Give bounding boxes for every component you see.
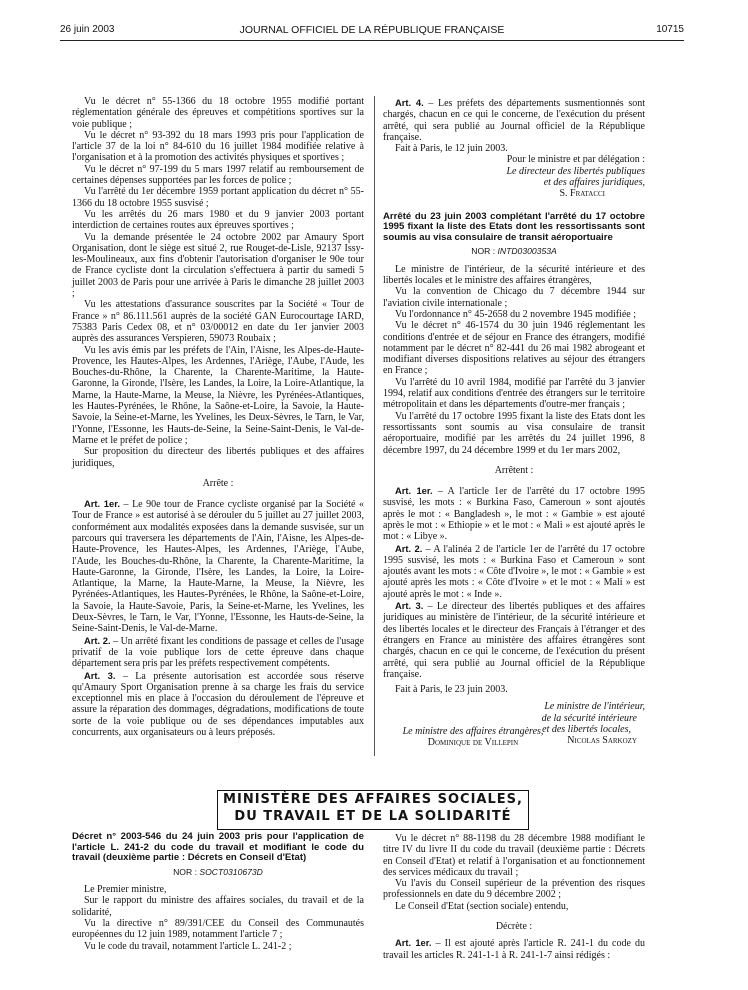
paragraph: Vu le décret n° 93-392 du 18 mars 1993 pris pour l'application de l'article 37 de la loi n° 84-610 du 16 juillet 1984 modifiée relative à l'organisation et à la promotion des activités physiques et sportives ; <box>72 129 364 164</box>
done-at: Fait à Paris, le 12 juin 2003. <box>395 143 508 155</box>
paragraph: Vu l'ordonnance n° 45-2658 du 2 novembre 1945 modifiée ; <box>395 308 636 320</box>
article-3: Art. 3. – La présente autorisation est accordée sous réserve qu'Amaury Sport Organisation prenne à sa charge les frais du service exceptionnel mis en place à l'occasion du déroulement de l'épreuve et assure la réparation des dommages, dégradations, modifications de toute sorte de la voie publique ou de ses dépendances imputables aux concurrents, aux organisateurs ou à leurs préposés. <box>72 669 364 739</box>
ministry-line: DU TRAVAIL ET DE LA SOLIDARITÉ <box>234 809 512 824</box>
article-label: Art. 1er. <box>395 937 432 949</box>
article-1: Art. 1er. – Il est ajouté après l'article R. 241-1 du code du travail les articles R. 241-1-1 à R. 241-1-7 ainsi rédigés : <box>383 937 646 961</box>
article-label: Art. 3. <box>84 669 116 681</box>
signature-line: de la sécurité intérieure <box>541 712 637 724</box>
column-divider <box>374 96 375 756</box>
article-label: Art. 1er. <box>84 498 120 510</box>
signature-line: Pour le ministre et par délégation : <box>506 154 645 166</box>
paragraph: Vu le décret n° 97-199 du 5 mars 1997 relatif au remboursement de certaines dépenses supportées par les forces de police ; <box>72 163 364 187</box>
paragraph: Sur le rapport du ministre des affaires sociales, du travail et de la solidarité, <box>72 895 364 918</box>
paragraph: Vu l'avis du Conseil supérieur de la prévention des risques professionnels en date du 9 décembre 2002 ; <box>383 878 645 901</box>
paragraph: Vu le code du travail, notamment l'article L. 241-2 ; <box>84 940 292 952</box>
paragraph: Vu la demande présentée le 24 octobre 2002 par Amaury Sport Organisation, dont le siège est situé 2, rue Rouget-de-Lisle, 92137 Issy-les-Moulineaux, aux fins d'obtenir l'autorisation d'organiser le 90e tour de France cycliste dont la circulation s'effectuera à partir du samedi 5 juillet 2003 de Paris pour une arrivée à Paris le dimanche 28 juillet 2003 ; <box>72 231 364 300</box>
signatory-name: Dominique de Villepin <box>427 737 519 749</box>
decree-title: Décret n° 2003-546 du 24 juin 2003 pris pour l'application de l'article L. 241-2 du code du travail et modifiant le code du travail (deuxième partie : Décrets en Conseil d'Etat) <box>72 831 364 864</box>
paragraph: Vu l'arrêté du 17 octobre 1995 fixant la liste des Etats dont les ressortissants sont soumis au visa consulaire de transit aéroportuaire, modifié par les arrêtés du 24 juillet 1996, 8 décembre 1997, du 24 décembre 1999 et du 1er mars 2002, <box>383 410 645 456</box>
foreign-minister-signature <box>383 726 563 749</box>
article-1: Art. 1er. – Le 90e tour de France cycliste organisé par la Société « Tour de France » est autorisé à se dérouler du 5 juillet au 27 juillet 2003, conformément aux modalités exposées dans la demande susvisée, sur un parcours qui traversera les départements de l'Ain, l'Aisne, les Alpes-de-Haute-Provence, les Hautes-Alpes, les Ardennes, l'Ariège, l'Aube, l'Aude, les Bouches-du-Rhône, la Charente, la Charente-Maritime, la Haute-Garonne, la Gironde, l'Isère, les Landes, la Loire, la Loire-Atlantique, la Marne, la Haute-Marne, la Meuse, la Nièvre, les Pyrénées-Atlantiques, les Hautes-Pyrénées, le Rhône, la Saône-et-Loire, la Savoie, la Haute-Savoie, Paris, la Seine-et-Marne, les Yvelines, les Deux-Sèvres, le Tarn, le Var, l'Yonne, l'Essonne, les Hauts-de-Seine, la Seine-Saint-Denis, le Val-de-Marne. <box>72 498 364 635</box>
arretent-heading: Arrêtent : <box>494 464 534 476</box>
arrete-heading: Arrête : <box>202 477 234 489</box>
ministry-banner <box>217 790 529 830</box>
bottom-left-column <box>72 832 364 952</box>
paragraph: Vu le décret n° 55-1366 du 18 octobre 1955 modifié portant réglementation générale des épreuves et compétitions sportives sur la voie publique ; <box>72 96 364 130</box>
header-date: 26 juin 2003 <box>60 24 115 35</box>
article-label: Art. 4. <box>395 97 424 108</box>
paragraph: Vu l'arrêté du 1er décembre 1959 portant application du décret n° 55-1366 du 18 octobre 1955 susvisé ; <box>72 186 364 209</box>
paragraph: Le Conseil d'Etat (section sociale) entendu, <box>395 900 569 912</box>
article-2: Art. 2. – Un arrêté fixant les conditions de passage et celles de l'usage privatif de la voie publique lors de cette épreuve dans chaque département sera pris par les préfets respectivement compétents. <box>72 634 364 670</box>
page-header <box>60 24 684 38</box>
header-journal-title: JOURNAL OFFICIEL DE LA RÉPUBLIQUE FRANÇAISE <box>239 24 505 36</box>
article-label: Art. 1er. <box>395 485 433 497</box>
paragraph: Le Premier ministre, <box>84 884 167 896</box>
paragraph: Vu la directive n° 89/391/CEE du Conseil des Communautés européennes du 12 juin 1989, notamment l'article 7 ; <box>72 917 364 941</box>
signature-line: Le directeur des libertés publiques <box>506 165 645 177</box>
right-column <box>383 97 645 747</box>
ministry-line: MINISTÈRE DES AFFAIRES SOCIALES, <box>223 792 523 807</box>
nor-reference: NOR : SOCT0310673D <box>173 866 263 877</box>
decrete-heading: Décrète : <box>495 921 533 933</box>
bottom-right-column <box>383 833 645 961</box>
article-4: Art. 4. – Les préfets des départements susmentionnés sont chargés, chacun en ce qui le concerne, de l'exécution du présent arrêté, qui sera publié au Journal officiel de la République française. <box>383 97 646 143</box>
article-label: Art. 2. <box>84 634 111 646</box>
header-page-number: 10715 <box>656 24 684 35</box>
paragraph: Sur proposition du directeur des libertés publiques et des affaires juridiques, <box>72 446 364 469</box>
signature-line: Le ministre de l'intérieur, <box>544 701 645 713</box>
article-label: Art. 3. <box>395 600 424 612</box>
paragraph: Vu la convention de Chicago du 7 décembre 1944 sur l'aviation civile internationale ; <box>383 286 645 309</box>
paragraph: Vu les arrêtés du 26 mars 1980 et du 9 janvier 2003 portant interdiction de certaines routes aux épreuves sportives ; <box>72 208 364 232</box>
signatory-name: S. Fratacci <box>559 188 605 200</box>
signature-line: Le ministre des affaires étrangères, <box>402 726 544 737</box>
left-column <box>72 96 364 738</box>
article-1: Art. 1er. – A l'article 1er de l'arrêté du 17 octobre 1995 susvisé, les mots : « Burkina Faso, Cameroun » sont ajoutés après le mot : « Bangladesh », le mot : « Gambie » est ajouté après le mot : « Ethiopie » et le mot : « Mali » est ajouté après le mot : « Libye ». <box>383 485 645 543</box>
paragraph: Vu les avis émis par les préfets de l'Ain, l'Aisne, les Alpes-de-Haute-Provence, les Hautes-Alpes, les Ardennes, l'Ariège, l'Aube, l'Aude, les Bouches-du-Rhône, la Charente, la Charente-Maritime, la Haute-Garonne, la Gironde, l'Isère, les Landes, la Loire, la Loire-Atlantique, la Marne, la Haute-Marne, la Meuse, la Nièvre, les Pyrénées-Atlantiques, les Hautes-Pyrénées, le Rhône, la Saône-et-Loire, la Savoie, la Haute-Savoie, la Seine-et-Marne, les Yvelines, les Deux-Sèvres, le Tarn, le Var, l'Yonne, l'Essonne, les Hauts-de-Seine, la Seine-Saint-Denis, le Val-de-Marne et le préfet de police ; <box>72 344 364 446</box>
nor-reference: NOR : INTD0300353A <box>471 246 557 257</box>
decree-title: Arrêté du 23 juin 2003 complétant l'arrêté du 17 octobre 1995 fixant la liste des Etats dont les ressortissants sont soumis au visa consulaire de transit aéroportuaire <box>383 210 645 243</box>
signature-line: et des affaires juridiques, <box>543 177 645 189</box>
paragraph: Vu les attestations d'assurance souscrites par la Société « Tour de France » n° 86.111.561 auprès de la société GAN Eurocourtage IARD, 75383 Paris Cedex 08, et n° 03/00012 en date du 1er janvier 2003 auprès des assurances Verspieren, 59073 Roubaix ; <box>72 299 364 345</box>
header-rule <box>60 40 684 41</box>
article-label: Art. 2. <box>395 542 423 554</box>
paragraph: Vu l'arrêté du 10 avril 1984, modifié par l'arrêté du 3 janvier 1994, relatif aux conditions d'entrée des étrangers sur le territoire métropolitain et dans les départements d'outre-mer français ; <box>383 376 645 411</box>
paragraph: Vu le décret n° 88-1198 du 28 décembre 1988 modifiant le titre IV du livre II du code du travail (deuxième partie : Décrets en Conseil d'Etat) et relatif à l'organisation et au fonctionnement des services médicaux du travail ; <box>383 833 645 878</box>
paragraph: Le ministre de l'intérieur, de la sécurité intérieure et des libertés locales et le ministre des affaires étrangères, <box>383 263 645 287</box>
done-at: Fait à Paris, le 23 juin 2003. <box>395 684 508 696</box>
signature-line: et des libertés locales, <box>542 724 631 736</box>
signatory-name: Nicolas Sarkozy <box>567 735 637 747</box>
paragraph: Vu le décret n° 46-1574 du 30 juin 1946 réglementant les conditions d'entrée et de séjour en France des étrangers, modifié notamment par le décret n° 82-441 du 26 mai 1982 abrogeant et modifiant diverses dispositions relatives au séjour des étrangers en France ; <box>383 320 645 377</box>
article-2: Art. 2. – A l'alinéa 2 de l'article 1er de l'arrêté du 17 octobre 1995 susvisé, les mots : « Burkina Faso et Cameroun » sont ajoutés avant les mots : « Côte d'Ivoire », le mot : « Gambie » est ajouté après les mots : « Côte d'Ivoire » et le mot : « Mali » est ajouté après le mot : « Inde ». <box>383 542 645 600</box>
article-3: Art. 3. – Le directeur des libertés publiques et des affaires juridiques au ministère de l'intérieur, de la sécurité intérieure et des libertés locales et le directeur des Français à l'étranger et des étrangers en France au ministère des affaires étrangères sont chargés, chacun en ce qui le concerne, de l'exécution du présent arrêté, qui sera publié au Journal officiel de la République française. <box>383 600 645 680</box>
